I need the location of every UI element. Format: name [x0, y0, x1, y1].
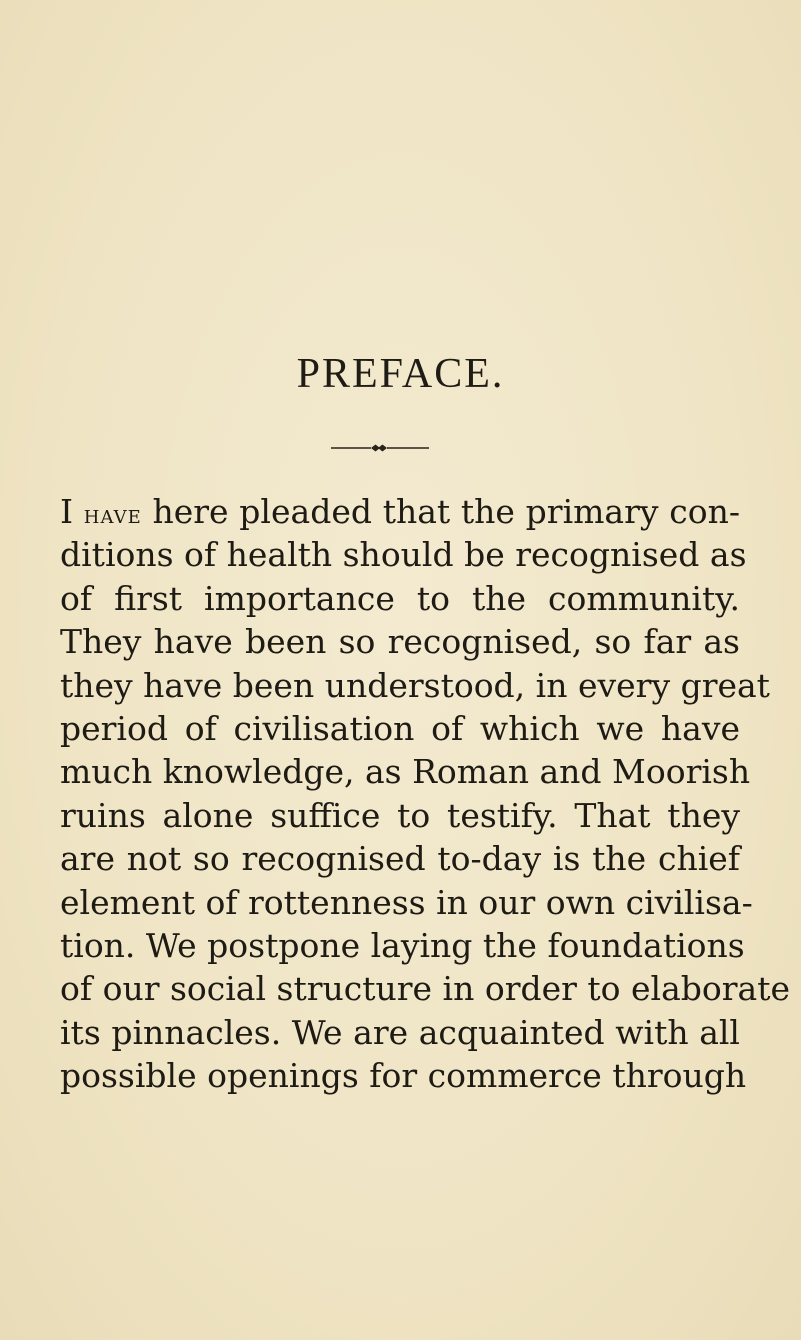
- text-line: are not so recognised to-day is the chief: [60, 839, 740, 879]
- text-line: element of rottenness in our own civilisa-: [60, 882, 753, 922]
- opening-rest: here pleaded that the primary con-: [141, 492, 740, 531]
- preface-text: [60, 490, 790, 1097]
- text-line: its pinnacles. We are acquainted with all: [60, 1012, 740, 1052]
- text-line: ruins alone suffice to testify. That they: [60, 795, 740, 835]
- opening-small-caps: have: [83, 500, 142, 530]
- page-title: PREFACE.: [296, 351, 505, 397]
- text-line: ditions of health should be recognised as: [60, 535, 747, 575]
- text-line: of our social structure in order to elaborate: [60, 969, 790, 1009]
- text-line: possible openings for commerce through: [60, 1056, 747, 1096]
- opening-initial: I: [60, 492, 74, 531]
- text-line: of first importance to the community.: [60, 578, 740, 618]
- text-line: they have been understood, in every great: [60, 665, 770, 705]
- text-line: much knowledge, as Roman and Moorish: [60, 752, 751, 792]
- text-line: [60, 490, 740, 533]
- text-line: period of civilisation of which we have: [60, 708, 740, 748]
- text-line: tion. We postpone laying the foundations: [60, 925, 745, 965]
- text-line: They have been so recognised, so far as: [60, 622, 740, 662]
- ornament-rule-icon: [331, 443, 429, 453]
